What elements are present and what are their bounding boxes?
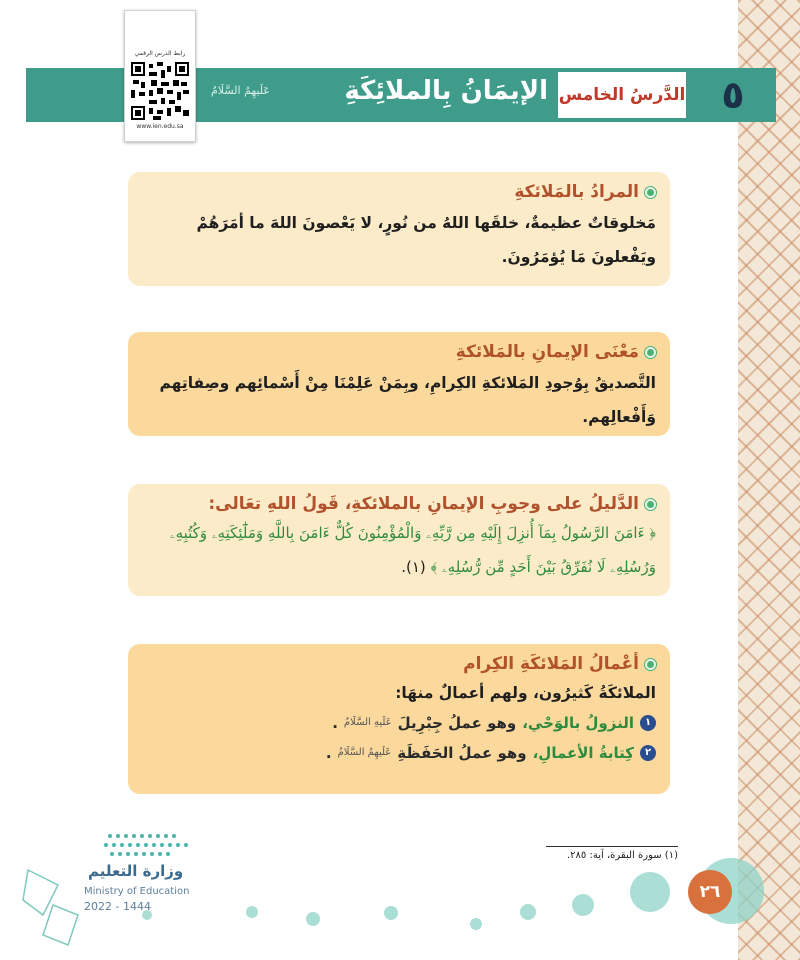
lesson-number-box [690,68,776,122]
decorative-rosette-icon [520,904,536,920]
bullet-dot-icon [645,187,656,198]
list-item [142,708,656,738]
ministry-name-ar: وزارة التعليم [88,862,184,880]
item-text: وهو عملُ جِبْرِيلَ [397,714,517,732]
lesson-title-honorific: عَلَيهِمُ السَّلَامُ [210,84,270,97]
bullet-dot-icon [645,347,656,358]
decorative-rosette-icon [630,872,670,912]
decorative-rosette-icon [470,918,482,930]
decorative-side-border [738,0,800,960]
item-end: . [332,714,338,732]
section-title-row [142,494,656,514]
item-honorific: عَلَيهِمُ السَّلَامُ [337,747,392,758]
section-body: مَخلوقاتٌ عظيمةٌ، خلقَها اللهُ من نُورٍ، لا يَعْصونَ اللهَ ما أمَرَهُمْ ويَفْعلونَ مَا يُؤمَرُونَ. [196,214,656,266]
qr-caption: رابط الدرس الرقمي [134,50,186,57]
item-highlight: كِتابةُ الأعمالِ، [532,744,634,762]
verse-footnote-ref: (١). [401,558,426,576]
section-title-row [142,182,656,202]
lesson-number: ٥ [721,73,745,117]
section-body: التَّصديقُ بِوُجودِ المَلائكةِ الكِرامِ، وبِمَنْ عَلِمْنَا مِنْ أَسْمائِهم وصِفاتِهم وَأَفْعالِهم. [159,374,656,426]
decorative-rosette-icon [384,906,398,920]
footnote: (١) سورة البقرة، آية: ٢٨٥. [566,850,678,861]
item-end: . [325,744,332,762]
decorative-rosette-icon [572,894,594,916]
decorative-line-pattern-icon [18,860,88,950]
section-evidence [128,484,670,596]
ministry-name-en: Ministry of Education [84,886,190,897]
quran-verse [142,516,656,584]
section-angels-deeds [128,644,670,794]
section-title: مَعْنَى الإيمانِ بالمَلائكةِ [455,342,639,362]
decorative-rosette-icon [246,906,258,918]
number-badge: ٢ [640,745,656,761]
section-faith-meaning [128,332,670,436]
section-title: أعْمالُ المَلائكَةِ الكِرام [463,654,639,674]
lesson-title: الإيمَانُ بِالملائِكَةِ [344,76,548,106]
page-number-badge [688,870,732,914]
section-title-row [142,654,656,674]
bullet-dot-icon [645,499,656,510]
section-intro: الملائكَةُ كَثيرُون، ولهم أعمالٌ منهَا: [395,684,656,702]
section-title: المرادُ بالمَلائكةِ [514,182,639,202]
lesson-label: الدَّرسُ الخامس [558,85,686,105]
footnote-divider [546,846,678,847]
section-title-row [142,342,656,362]
item-highlight: النزولُ بالوَحْي، [522,714,634,732]
list-item [142,738,656,768]
bullet-dot-icon [645,659,656,670]
number-badge: ١ [640,715,656,731]
section-angels-definition [128,172,670,286]
section-title: الدَّليلُ على وجوبِ الإيمانِ بالملائكةِ، قَولُ اللهِ تعَالى: [208,494,639,514]
item-honorific: عَلَيهِ السَّلَامُ [343,717,392,728]
decorative-rosette-icon [306,912,320,926]
ministry-year: 2022 - 1444 [84,900,151,913]
item-text: وهو عملُ الحَفَظَةِ [397,744,527,762]
ministry-logo-icon [100,828,190,862]
qr-code-icon[interactable] [131,62,189,120]
qr-url[interactable]: www.ien.edu.sa [136,123,184,130]
lesson-label-box [558,72,686,118]
verse-text: ﴿ ءَامَنَ الرَّسُولُ بِمَآ أُنزِلَ إِلَيْهِ مِن رَّبِّهِۦ وَالْمُؤْمِنُونَ كُلٌّ ءَامَنَ بِاللَّهِ وَمَلَٰٓئِكَتِهِۦ وَكُتُبِهِۦ وَرُسُلِهِۦ لَا نُفَرِّقُ بَيْنَ أَحَدٍ مِّن رُّسُلِهِۦ ﴾ [169,524,656,576]
page-number: ٢٦ [699,882,721,902]
